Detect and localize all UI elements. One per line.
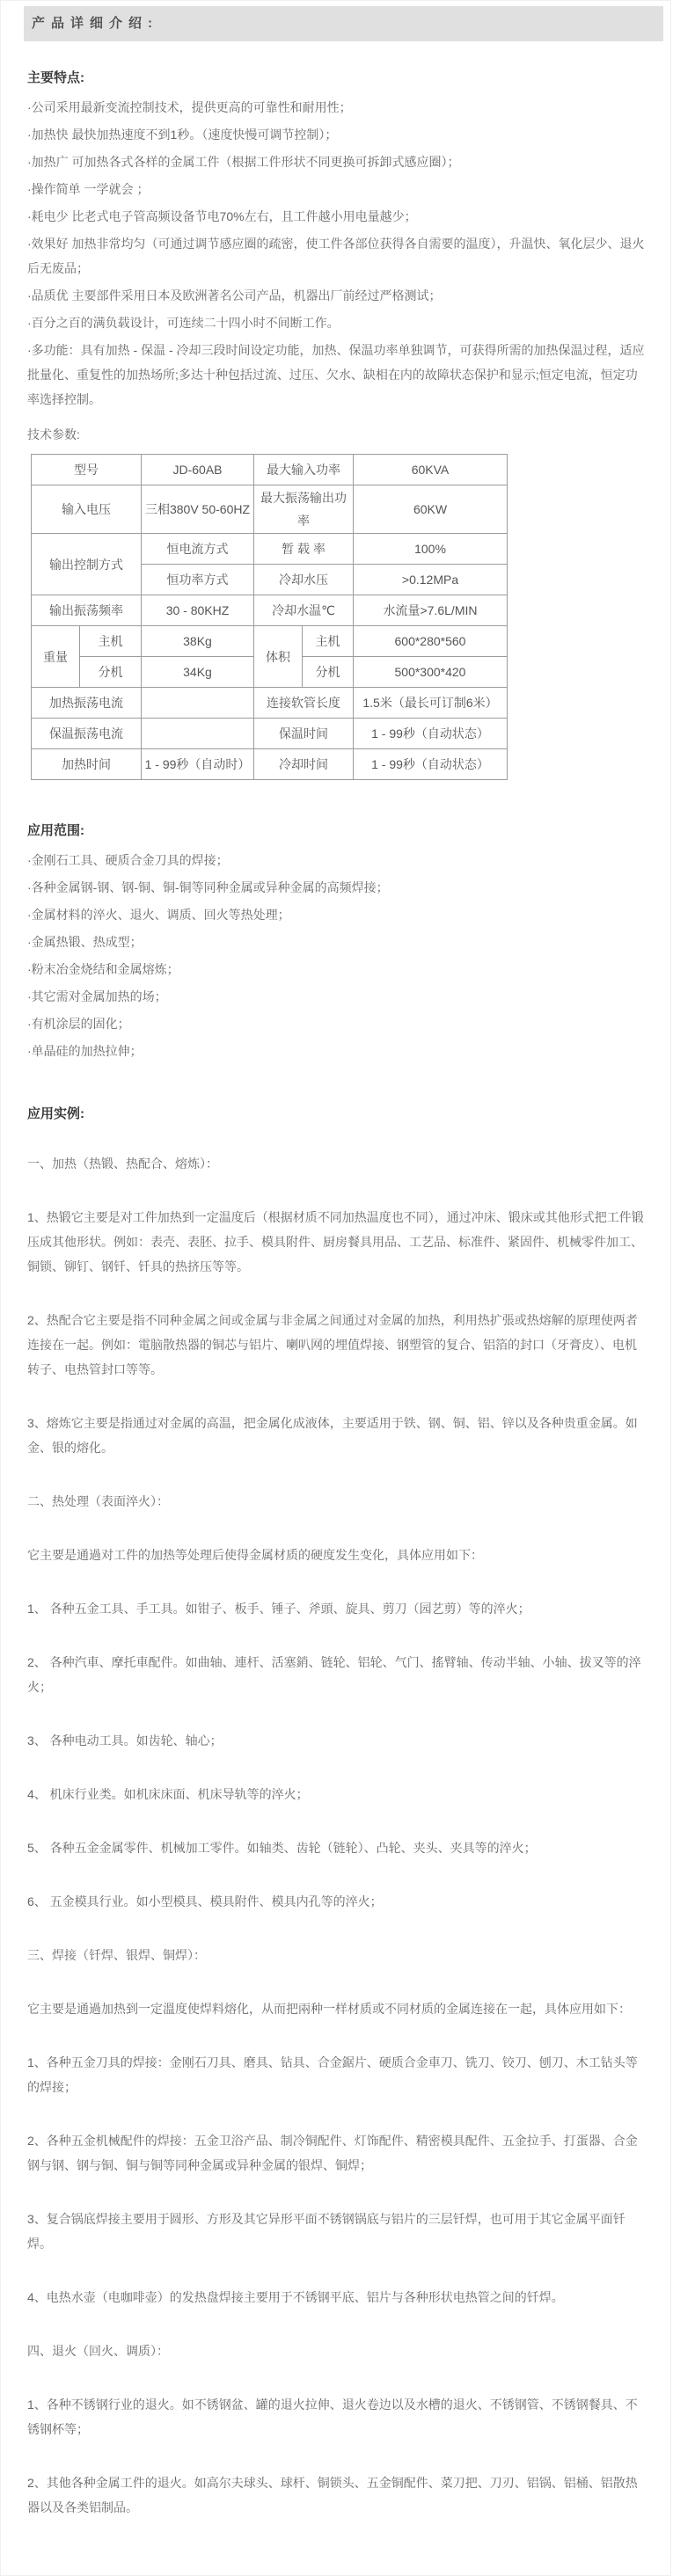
example-paragraph: 6、 五金模具行业。如小型模具、模具附件、模具内孔等的淬火；	[27, 1894, 383, 1908]
tech-table-cell: 主机	[80, 626, 142, 657]
scope-item: ·金属材料的淬火、退火、调质、回火等热处理；	[27, 908, 290, 922]
scope-heading: 应用范围:	[27, 823, 84, 838]
example-paragraph: 3、 各种电动工具。如齿轮、轴心；	[27, 1733, 223, 1748]
tech-table-body	[32, 455, 508, 780]
tech-table-cell: 暂 载 率	[254, 534, 354, 565]
feature-item: ·公司采用最新变流控制技术，提供更高的可靠性和耐用性；	[27, 100, 352, 114]
features-heading: 主要特点:	[27, 70, 84, 85]
tech-table-cell: 分机	[80, 657, 142, 688]
example-paragraph: 1、各种五金刀具的焊接：金刚石刀具、磨具、钻具、合金鋸片、硬质合金車刀、铣刀、铰刀、刨刀、木工钻头等的焊接；	[27, 2055, 638, 2094]
example-paragraph: 2、 各种汽車、摩托車配件。如曲轴、連杆、活塞銷、链轮、铝轮、气门、搖臂轴、传动半轴、小轴、拔叉等的淬火；	[27, 1655, 641, 1694]
tech-params-heading: 技术参数:	[27, 427, 80, 441]
tech-table-row	[32, 626, 508, 657]
tech-table-cell: 三相380V 50-60HZ	[142, 485, 254, 534]
tech-table-cell: 最大输入功率	[254, 455, 354, 485]
example-paragraph: 它主要是通過对工件的加热等处理后使得金属材质的硬度发生变化，具体应用如下：	[27, 1548, 483, 1562]
section-header-bar	[24, 6, 663, 41]
tech-table-cell: 冷却水温℃	[254, 595, 354, 626]
tech-table-cell	[142, 688, 254, 719]
tech-table-cell: 60KVA	[354, 455, 508, 485]
tech-table-cell	[142, 719, 254, 749]
tech-table-cell: 1.5米（最长可订制6米）	[354, 688, 508, 719]
scope-list	[27, 848, 646, 1063]
tech-table-cell: 恒电流方式	[142, 534, 254, 565]
example-paragraph: 2、各种五金机械配件的焊接：五金卫浴产品、制冷铜配件、灯饰配件、精密模具配件、五金拉手、打蛋器、合金钢与钢、钢与铜、铜与铜等同种金属或异种金属的银焊、铜焊；	[27, 2134, 638, 2172]
example-paragraph: 三、焊接（钎焊、银焊、铜焊）：	[27, 1948, 206, 1962]
examples-list	[27, 1151, 646, 2520]
tech-table-cell: 体积	[254, 626, 303, 688]
tech-table-cell: 保温时间	[254, 719, 354, 749]
tech-table-row	[32, 688, 508, 719]
tech-table-row	[32, 455, 508, 485]
example-paragraph: 2、其他各种金属工件的退火。如高尔夫球头、球杆、铜锁头、五金铜配件、菜刀把、刀刃、铝锅、铝桶、铝散热器以及各类铝制品。	[27, 2476, 638, 2514]
tech-table-cell: 60KW	[354, 485, 508, 534]
tech-table-cell: >0.12MPa	[354, 565, 508, 595]
feature-item: ·加热广 可加热各式各样的金属工件（根据工件形状不同更换可拆卸式感应圈）；	[27, 155, 460, 169]
scope-item: ·有机涂层的固化；	[27, 1017, 130, 1031]
tech-table-cell: 重量	[32, 626, 80, 688]
tech-table-cell: 主机	[303, 626, 354, 657]
tech-table-cell: 最大振荡输出功率	[254, 485, 354, 534]
example-paragraph: 四、退火（回火、调质）：	[27, 2344, 169, 2358]
feature-item: ·加热快 最快加热速度不到1秒。（速度快慢可调节控制）；	[27, 128, 338, 142]
tech-table-row	[32, 534, 508, 565]
tech-table-cell: 38Kg	[142, 626, 254, 657]
tech-table-row	[32, 595, 508, 626]
example-paragraph: 4、 机床行业类。如机床床面、机床导轨等的淬火；	[27, 1787, 309, 1801]
feature-item: ·效果好 加热非常均匀（可通过调节感应圈的疏密，使工件各部位获得各自需要的温度），升温快、氧化层少、退火后无废品；	[27, 237, 645, 275]
scope-item: ·单晶硅的加热拉伸；	[27, 1044, 143, 1058]
tech-table-cell: 加热振荡电流	[32, 688, 142, 719]
tech-table-cell: 保温振荡电流	[32, 719, 142, 749]
tech-table-cell: 冷却水压	[254, 565, 354, 595]
tech-table-cell: 1 - 99秒（自动时）	[142, 749, 254, 780]
tech-table-cell: JD-60AB	[142, 455, 254, 485]
tech-table-cell: 600*280*560	[354, 626, 508, 657]
tech-params-table	[31, 454, 508, 780]
example-paragraph: 一、加热（热锻、热配合、熔炼）：	[27, 1157, 218, 1171]
tech-table-row	[32, 749, 508, 780]
feature-item: ·多功能：具有加热 - 保温 - 冷却三段时间设定功能，加热、保温功率单独调节，可获得所需的加热保温过程，适应批量化、重复性的加热场所;多达十种包括过流、过压、欠水、缺相在内的故障状态保护和显示;恒定电流，恒定功率选择控制。	[27, 343, 645, 406]
example-paragraph: 二、热处理（表面淬火）：	[27, 1494, 169, 1508]
tech-table-cell: 型号	[32, 455, 142, 485]
tech-table-cell: 输入电压	[32, 485, 142, 534]
example-paragraph: 它主要是通過加热到一定溫度使焊料熔化，从而把兩种一样材质或不同材质的金属连接在一起，具体应用如下：	[27, 2002, 631, 2016]
example-paragraph: 4、电热水壶（电咖啡壶）的发热盘焊接主要用于不锈钢平底、铝片与各种形状电热管之间的钎焊。	[27, 2290, 564, 2304]
feature-item: ·百分之百的满负载设计，可连续二十四小时不间断工作。	[27, 316, 340, 330]
tech-table-cell: 100%	[354, 534, 508, 565]
example-paragraph: 3、熔炼它主要是指通过对金属的高温，把金属化成液体，主要适用于铁、钢、铜、铝、锌以及各种贵重金属。如金、银的熔化。	[27, 1416, 638, 1455]
example-paragraph: 5、 各种五金金属零件、机械加工零件。如轴类、齿轮（链轮）、凸轮、夹头、夹具等的淬火；	[27, 1841, 537, 1855]
tech-table-cell: 冷却时间	[254, 749, 354, 780]
tech-table-cell: 输出振荡频率	[32, 595, 142, 626]
tech-table-cell: 连接软管长度	[254, 688, 354, 719]
feature-item: ·品质优 主要部件采用日本及欧洲著名公司产品，机器出厂前经过严格测试；	[27, 288, 442, 303]
scope-item: ·粉末冶金烧结和金属熔炼；	[27, 962, 179, 976]
tech-table-cell: 500*300*420	[354, 657, 508, 688]
scope-item: ·金刚石工具、硬质合金刀具的焊接；	[27, 853, 229, 867]
tech-table-row	[32, 719, 508, 749]
example-paragraph: 1、 各种五金工具、手工具。如钳子、板手、锤子、斧頭、旋具、剪刀（园艺剪）等的淬火；	[27, 1602, 530, 1616]
example-paragraph: 1、各种不锈钢行业的退火。如不锈钢盆、罐的退火拉伸、退火卷边以及水槽的退火、不锈钢管、不锈钢餐具、不锈钢杯等；	[27, 2397, 638, 2436]
page-title: 产品详细介绍:	[32, 16, 158, 31]
tech-table-cell: 34Kg	[142, 657, 254, 688]
tech-table-row	[32, 485, 508, 534]
tech-table-cell: 1 - 99秒（自动状态）	[354, 719, 508, 749]
tech-table-cell: 水流量>7.6L/MIN	[354, 595, 508, 626]
scope-item: ·各种金属钢-钢、钢-铜、铜-铜等同种金属或异种金属的高频焊接；	[27, 880, 389, 894]
examples-heading: 应用实例:	[27, 1106, 84, 1121]
feature-item: ·耗电少 比老式电子管高频设备节电70%左右，且工件越小用电量越少；	[27, 209, 417, 223]
feature-item: ·操作简单 一学就会 ；	[27, 182, 150, 196]
example-paragraph: 3、复合锅底焊接主要用于圆形、方形及其它异形平面不锈钢锅底与铝片的三层钎焊，也可用于其它金属平面钎焊。	[27, 2212, 625, 2251]
features-list	[27, 95, 646, 412]
scope-item: ·其它需对金属加热的场；	[27, 989, 167, 1003]
content-area	[1, 68, 670, 2575]
scope-item: ·金属热锻、热成型；	[27, 935, 143, 949]
example-paragraph: 2、热配合它主要是指不同种金属之间或金属与非金属之间通过对金属的加热，利用热扩張或热熔解的原理使两者连接在一起。例如：電脑散热器的铜芯与铝片、喇叭网的埋值焊接、钢塑管的复合、铝箔的封口（牙膏皮）、电机转子、电热管封口等等。	[27, 1313, 638, 1376]
tech-table-cell: 分机	[303, 657, 354, 688]
tech-table-cell: 加热时间	[32, 749, 142, 780]
tech-table-cell: 30 - 80KHZ	[142, 595, 254, 626]
tech-table-cell: 恒功率方式	[142, 565, 254, 595]
tech-table-cell: 1 - 99秒（自动状态）	[354, 749, 508, 780]
tech-table-cell: 输出控制方式	[32, 534, 142, 595]
example-paragraph: 1、热锻它主要是对工件加热到一定温度后（根据材质不同加热温度也不同），通过冲床、锻床或其他形式把工件锻压成其他形状。例如：表壳、表胚、拉手、模具附件、厨房餐具用品、工艺品、标准件、紧固件、机械零件加工、铜锁、铆钉、钢钎、钎具的热挤压等等。	[27, 1210, 644, 1273]
